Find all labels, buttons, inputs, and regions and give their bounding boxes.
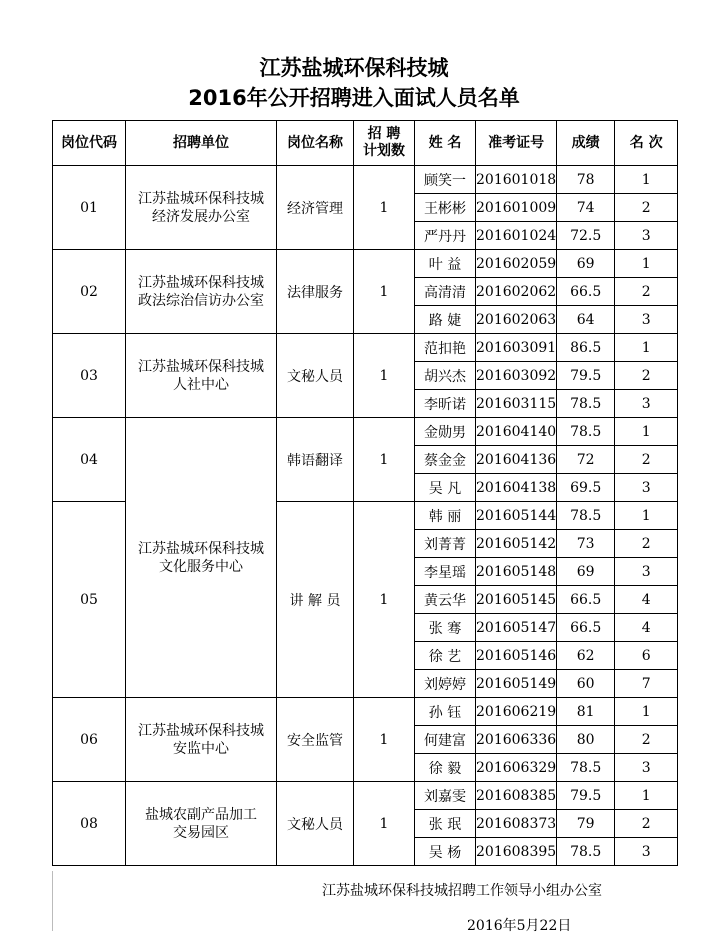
footer-organization: 江苏盐城环保科技城招聘工作领导小组办公室 <box>322 883 602 899</box>
exam-id-cell: 201601018 <box>476 166 557 194</box>
table-row <box>53 250 678 278</box>
exam-id-cell: 201605145 <box>476 586 557 614</box>
exam-id-cell: 201606329 <box>476 754 557 782</box>
post-code-cell: 04 <box>53 418 126 502</box>
score-cell: 79 <box>557 810 615 838</box>
candidate-name-cell: 胡兴杰 <box>415 362 476 390</box>
unit-cell: 江苏盐城环保科技城 人社中心 <box>126 334 277 418</box>
score-cell: 80 <box>557 726 615 754</box>
candidate-name-cell: 吴 杨 <box>415 838 476 866</box>
candidate-name-cell: 李昕诺 <box>415 390 476 418</box>
candidate-name-cell: 何建富 <box>415 726 476 754</box>
plan-count-cell: 1 <box>354 250 415 334</box>
candidate-name-cell: 范扣艳 <box>415 334 476 362</box>
rank-cell: 3 <box>615 754 678 782</box>
score-cell: 78.5 <box>557 754 615 782</box>
candidate-name-cell: 刘婷婷 <box>415 670 476 698</box>
post-name-cell: 经济管理 <box>277 166 354 250</box>
score-cell: 66.5 <box>557 278 615 306</box>
exam-id-cell: 201604136 <box>476 446 557 474</box>
candidates-table <box>52 120 678 866</box>
exam-id-cell: 201604138 <box>476 474 557 502</box>
rank-cell: 1 <box>615 502 678 530</box>
post-name-cell: 文秘人员 <box>277 782 354 866</box>
post-code-cell: 01 <box>53 166 126 250</box>
candidate-name-cell: 韩 丽 <box>415 502 476 530</box>
rank-cell: 4 <box>615 586 678 614</box>
exam-id-cell: 201605147 <box>476 614 557 642</box>
rank-cell: 2 <box>615 810 678 838</box>
exam-id-cell: 201603115 <box>476 390 557 418</box>
header-row <box>53 121 678 166</box>
candidate-name-cell: 刘嘉雯 <box>415 782 476 810</box>
exam-id-cell: 201602062 <box>476 278 557 306</box>
exam-id-cell: 201606336 <box>476 726 557 754</box>
header-post-name: 岗位名称 <box>277 121 354 166</box>
score-cell: 66.5 <box>557 586 615 614</box>
rank-cell: 2 <box>615 530 678 558</box>
score-cell: 79.5 <box>557 362 615 390</box>
plan-count-cell: 1 <box>354 418 415 502</box>
plan-count-cell: 1 <box>354 502 415 698</box>
table-row <box>53 698 678 726</box>
post-name-cell: 韩语翻译 <box>277 418 354 502</box>
header-exam-id: 准考证号 <box>476 121 557 166</box>
unit-cell: 盐城农副产品加工 交易园区 <box>126 782 277 866</box>
rank-cell: 2 <box>615 194 678 222</box>
candidate-name-cell: 高清清 <box>415 278 476 306</box>
plan-count-cell: 1 <box>354 166 415 250</box>
plan-count-cell: 1 <box>354 782 415 866</box>
candidate-name-cell: 张 珉 <box>415 810 476 838</box>
table-row <box>53 166 678 194</box>
header-score: 成绩 <box>557 121 615 166</box>
header-post-code: 岗位代码 <box>53 121 126 166</box>
rank-cell: 7 <box>615 670 678 698</box>
rank-cell: 3 <box>615 474 678 502</box>
table-row <box>53 782 678 810</box>
rank-cell: 3 <box>615 306 678 334</box>
exam-id-cell: 201601024 <box>476 222 557 250</box>
post-name-cell: 讲 解 员 <box>277 502 354 698</box>
plan-count-cell: 1 <box>354 334 415 418</box>
score-cell: 73 <box>557 530 615 558</box>
candidate-name-cell: 蔡金金 <box>415 446 476 474</box>
exam-id-cell: 201605146 <box>476 642 557 670</box>
header-unit: 招聘单位 <box>126 121 277 166</box>
unit-cell: 江苏盐城环保科技城 经济发展办公室 <box>126 166 277 250</box>
score-cell: 78 <box>557 166 615 194</box>
score-cell: 78.5 <box>557 502 615 530</box>
rank-cell: 1 <box>615 334 678 362</box>
plan-count-cell: 1 <box>354 698 415 782</box>
score-cell: 78.5 <box>557 838 615 866</box>
rank-cell: 6 <box>615 642 678 670</box>
document-title: 江苏盐城环保科技城 <box>259 56 449 80</box>
exam-id-cell: 201606219 <box>476 698 557 726</box>
rank-cell: 1 <box>615 166 678 194</box>
exam-id-cell: 201605149 <box>476 670 557 698</box>
unit-cell: 江苏盐城环保科技城 政法综治信访办公室 <box>126 250 277 334</box>
exam-id-cell: 201608395 <box>476 838 557 866</box>
rank-cell: 1 <box>615 250 678 278</box>
post-code-cell: 08 <box>53 782 126 866</box>
candidate-name-cell: 严丹丹 <box>415 222 476 250</box>
post-name-cell: 法律服务 <box>277 250 354 334</box>
unit-cell: 江苏盐城环保科技城 安监中心 <box>126 698 277 782</box>
score-cell: 69.5 <box>557 474 615 502</box>
candidate-name-cell: 徐 毅 <box>415 754 476 782</box>
score-cell: 60 <box>557 670 615 698</box>
exam-id-cell: 201602059 <box>476 250 557 278</box>
rank-cell: 3 <box>615 558 678 586</box>
rank-cell: 1 <box>615 698 678 726</box>
exam-id-cell: 201602063 <box>476 306 557 334</box>
post-name-cell: 安全监管 <box>277 698 354 782</box>
exam-id-cell: 201605142 <box>476 530 557 558</box>
exam-id-cell: 201608385 <box>476 782 557 810</box>
rank-cell: 2 <box>615 278 678 306</box>
score-cell: 78.5 <box>557 390 615 418</box>
rank-cell: 4 <box>615 614 678 642</box>
score-cell: 66.5 <box>557 614 615 642</box>
exam-id-cell: 201603092 <box>476 362 557 390</box>
score-cell: 81 <box>557 698 615 726</box>
score-cell: 74 <box>557 194 615 222</box>
post-name-cell: 文秘人员 <box>277 334 354 418</box>
rank-cell: 2 <box>615 362 678 390</box>
score-cell: 78.5 <box>557 418 615 446</box>
rank-cell: 3 <box>615 838 678 866</box>
candidate-name-cell: 路 婕 <box>415 306 476 334</box>
post-code-cell: 05 <box>53 502 126 698</box>
candidate-name-cell: 刘菁菁 <box>415 530 476 558</box>
score-cell: 72 <box>557 446 615 474</box>
post-code-cell: 06 <box>53 698 126 782</box>
score-cell: 69 <box>557 558 615 586</box>
candidate-name-cell: 李星瑶 <box>415 558 476 586</box>
exam-id-cell: 201605148 <box>476 558 557 586</box>
rank-cell: 1 <box>615 782 678 810</box>
rank-cell: 2 <box>615 446 678 474</box>
score-cell: 86.5 <box>557 334 615 362</box>
document-subtitle: 2016年公开招聘进入面试人员名单 <box>188 86 520 110</box>
rank-cell: 2 <box>615 726 678 754</box>
rank-cell: 3 <box>615 222 678 250</box>
rank-cell: 3 <box>615 390 678 418</box>
candidate-name-cell: 黄云华 <box>415 586 476 614</box>
score-cell: 69 <box>557 250 615 278</box>
table-row <box>53 418 678 446</box>
table-row <box>53 334 678 362</box>
score-cell: 72.5 <box>557 222 615 250</box>
candidate-name-cell: 孙 钰 <box>415 698 476 726</box>
candidate-name-cell: 徐 艺 <box>415 642 476 670</box>
exam-id-cell: 201604140 <box>476 418 557 446</box>
footer-date: 2016年5月22日 <box>467 918 572 934</box>
exam-id-cell: 201603091 <box>476 334 557 362</box>
candidate-name-cell: 张 骞 <box>415 614 476 642</box>
candidate-name-cell: 叶 益 <box>415 250 476 278</box>
candidate-name-cell: 顾笑一 <box>415 166 476 194</box>
post-code-cell: 03 <box>53 334 126 418</box>
score-cell: 64 <box>557 306 615 334</box>
header-plan: 招 聘 计划数 <box>354 121 415 166</box>
post-code-cell: 02 <box>53 250 126 334</box>
candidate-name-cell: 王彬彬 <box>415 194 476 222</box>
exam-id-cell: 201605144 <box>476 502 557 530</box>
score-cell: 79.5 <box>557 782 615 810</box>
candidate-name-cell: 金勋男 <box>415 418 476 446</box>
exam-id-cell: 201601009 <box>476 194 557 222</box>
exam-id-cell: 201608373 <box>476 810 557 838</box>
header-rank: 名 次 <box>615 121 678 166</box>
unit-cell: 江苏盐城环保科技城 文化服务中心 <box>126 418 277 698</box>
candidate-name-cell: 吴 凡 <box>415 474 476 502</box>
rank-cell: 1 <box>615 418 678 446</box>
header-name: 姓 名 <box>415 121 476 166</box>
score-cell: 62 <box>557 642 615 670</box>
margin-line <box>52 871 53 931</box>
